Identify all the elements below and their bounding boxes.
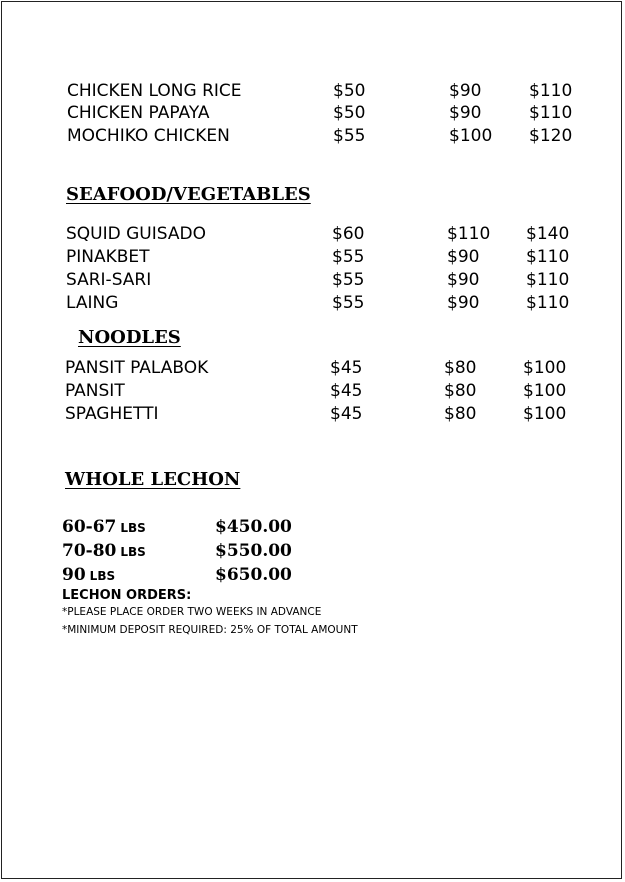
lechon-orders-title: LECHON ORDERS: [62, 588, 192, 603]
menu-item-row [0, 101, 625, 125]
lechon-weight [62, 539, 146, 564]
weight-unit: LBS [120, 521, 146, 535]
price-small: $50 [333, 81, 366, 101]
price-large: $110 [526, 293, 570, 313]
item-name: CHICKEN LONG RICE [67, 81, 242, 101]
price-medium: $110 [447, 224, 491, 244]
price-medium: $80 [444, 381, 477, 401]
lechon-note: *PLEASE PLACE ORDER TWO WEEKS IN ADVANCE [62, 606, 322, 618]
item-name: SPAGHETTI [65, 404, 159, 424]
menu-item-row [0, 222, 625, 246]
menu-item-row [0, 402, 625, 426]
price-medium: $80 [444, 358, 477, 378]
price-small: $45 [330, 381, 363, 401]
price-large: $110 [529, 103, 573, 123]
item-name: PANSIT PALABOK [65, 358, 209, 378]
price-large: $100 [523, 381, 567, 401]
price-medium: $100 [449, 126, 493, 146]
lechon-row [0, 563, 625, 587]
item-name: CHICKEN PAPAYA [67, 103, 210, 123]
price-large: $140 [526, 224, 570, 244]
weight-unit: LBS [120, 545, 146, 559]
price-medium: $90 [449, 103, 482, 123]
price-large: $100 [523, 404, 567, 424]
menu-item-row [0, 291, 625, 315]
menu-item-row [0, 124, 625, 148]
lechon-row [0, 539, 625, 563]
price-medium: $80 [444, 404, 477, 424]
item-name: PINAKBET [66, 247, 150, 267]
section-heading-noodles: NOODLES [78, 327, 181, 348]
menu-item-row [0, 356, 625, 380]
weight-value: 90 [62, 565, 86, 585]
price-small: $55 [332, 247, 365, 267]
weight-unit: LBS [89, 569, 116, 583]
lechon-price: $650.00 [215, 565, 292, 585]
price-small: $55 [332, 293, 365, 313]
menu-item-row [0, 379, 625, 403]
menu-item-row [0, 245, 625, 269]
price-small: $55 [333, 126, 366, 146]
menu-item-row [0, 79, 625, 103]
price-large: $110 [526, 247, 570, 267]
lechon-price: $450.00 [215, 517, 292, 537]
section-heading-seafood: SEAFOOD/VEGETABLES [66, 184, 311, 205]
lechon-weight [62, 515, 146, 540]
item-name: SQUID GUISADO [66, 224, 206, 244]
price-medium: $90 [447, 293, 480, 313]
item-name: MOCHIKO CHICKEN [67, 126, 230, 146]
weight-value: 60-67 [62, 517, 117, 537]
section-heading-lechon: WHOLE LECHON [65, 469, 241, 490]
price-large: $110 [529, 81, 573, 101]
menu-item-row [0, 268, 625, 292]
lechon-row [0, 515, 625, 539]
price-large: $110 [526, 270, 570, 290]
price-medium: $90 [447, 247, 480, 267]
item-name: SARI-SARI [66, 270, 152, 290]
price-large: $120 [529, 126, 573, 146]
price-medium: $90 [447, 270, 480, 290]
price-small: $50 [333, 103, 366, 123]
item-name: PANSIT [65, 381, 125, 401]
item-name: LAING [66, 293, 119, 313]
price-small: $55 [332, 270, 365, 290]
price-small: $60 [332, 224, 365, 244]
price-small: $45 [330, 358, 363, 378]
lechon-price: $550.00 [215, 541, 292, 561]
price-large: $100 [523, 358, 567, 378]
lechon-note: *MINIMUM DEPOSIT REQUIRED: 25% OF TOTAL AMOUNT [62, 624, 358, 636]
price-small: $45 [330, 404, 363, 424]
weight-value: 70-80 [62, 541, 117, 561]
price-medium: $90 [449, 81, 482, 101]
lechon-weight [62, 563, 115, 588]
